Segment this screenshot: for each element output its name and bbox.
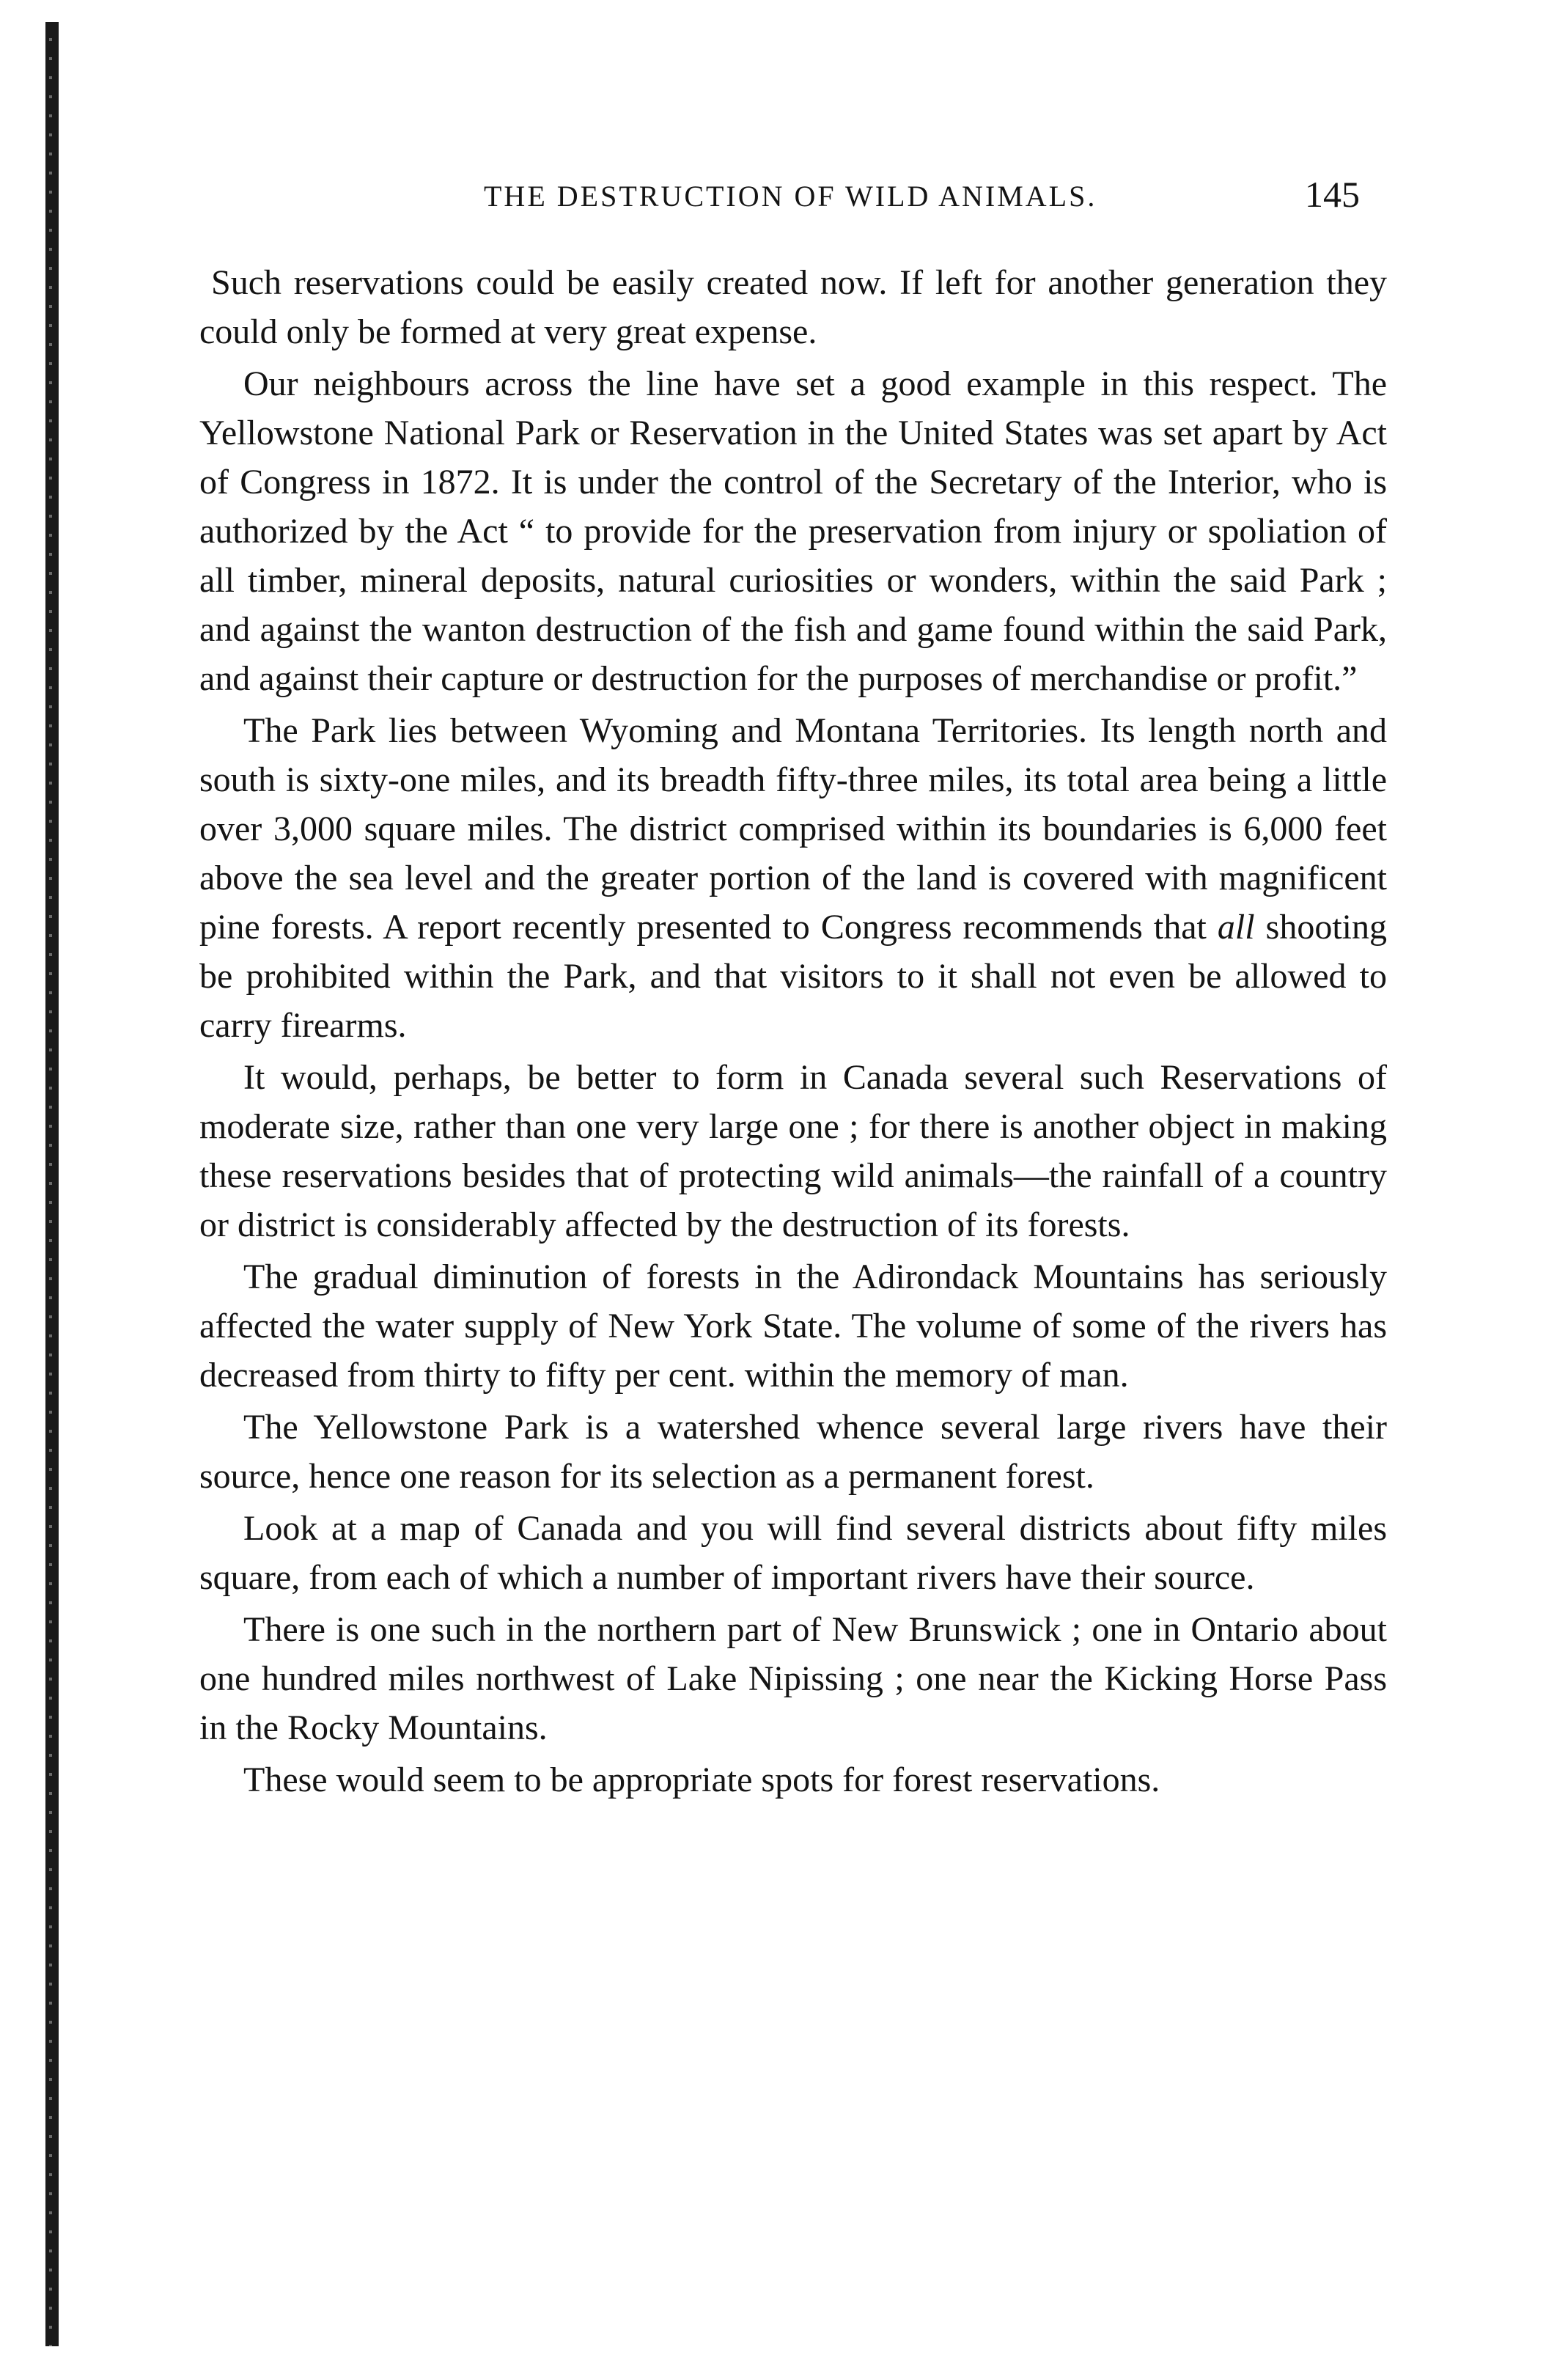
binding-edge — [45, 22, 59, 2346]
emphasized-word: all — [1217, 908, 1255, 947]
body-text — [199, 258, 1387, 1807]
paragraph-6: The Yellowstone Park is a watershed whence several large rivers have their source, hence one reason for its selection as a permanent forest. — [199, 1408, 1387, 1496]
paragraph-9: These would seem to be appropriate spots for forest reservations. — [243, 1760, 1160, 1799]
paragraph-5: The gradual diminution of forests in the Adirondack Mountains has seriously affected the water supply of New York State. The volume of some of the rivers has decreased from thirty to fifty per cent. within the memory of man. — [199, 1257, 1387, 1395]
paragraph-7: Look at a map of Canada and you will find several districts about fifty miles square, from each of which a number of important rivers have their source. — [199, 1509, 1387, 1597]
paragraph-3 — [199, 706, 1387, 1050]
paragraph-1: Such reservations could be easily created now. If left for another generation they could only be formed at very great expense. — [199, 263, 1387, 351]
running-head: THE DESTRUCTION OF WILD ANIMALS. — [484, 180, 1097, 213]
paragraph-3-text-after: shooting be prohibited within the Park, and that visitors to it shall not even be allowed to carry firearms. — [199, 908, 1388, 1045]
paragraph-4: It would, perhaps, be better to form in Canada several such Reservations of moderate size, rather than one very large one ; for there is another object in making these reservations besides that of protecting wild animals—the rainfall of a country or district is considerably affected by the destruction of its forests. — [199, 1058, 1387, 1244]
paragraph-3-text-before: The Park lies between Wyoming and Montana Territories. Its length north and south is sixty-one miles, and its breadth fifty-three miles, its total area being a little over 3,000 square miles. The district comprised within its boundaries is 6,000 feet above the sea level and the greater portion of the land is covered with magnificent pine forests. A report recently presented to Congress recommends that — [199, 711, 1387, 947]
paragraph-8: There is one such in the northern part of New Brunswick ; one in Ontario about one hundred miles northwest of Lake Nipissing ; one near the Kicking Horse Pass in the Rocky Mountains. — [199, 1610, 1387, 1747]
paragraph-2: Our neighbours across the line have set a good example in this respect. The Yellowstone National Park or Reservation in the United States was set apart by Act of Congress in 1872. It is under the control of the Secretary of the Interior, who is authorized by the Act “ to provide for the preservation from injury or spoliation of all timber, mineral deposits, natural curiosities or wonders, within the said Park ; and against the wanton destruction of the fish and game found within the said Park, and against their capture or destruction for the purposes of merchandise or profit.” — [199, 364, 1387, 698]
page-number: 145 — [1305, 174, 1360, 215]
